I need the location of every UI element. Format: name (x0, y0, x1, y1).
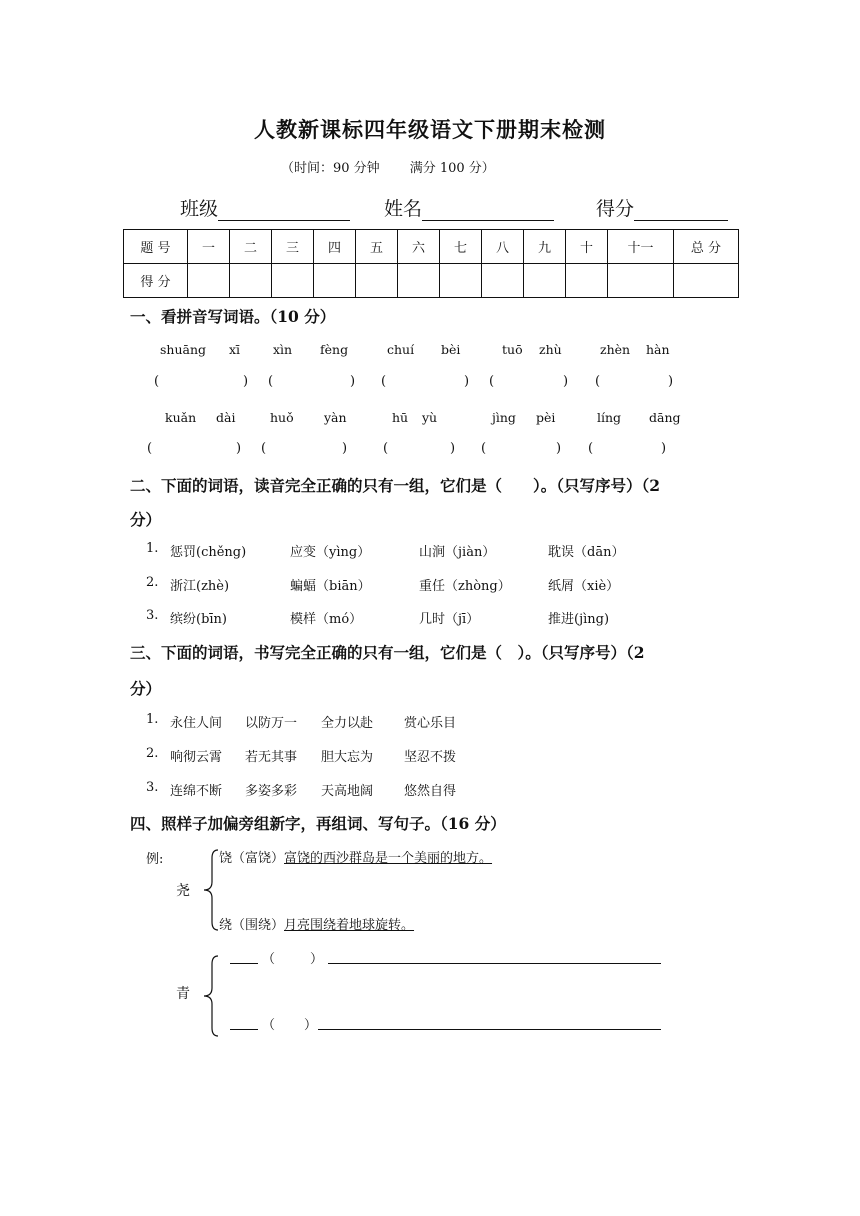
table-cell: 题 号 (124, 230, 188, 264)
score-cell[interactable] (482, 264, 524, 298)
table-cell: 总 分 (674, 230, 739, 264)
name-label: 姓名 (384, 198, 423, 220)
pinyin: fèng (320, 342, 349, 357)
pinyin: huǒ (270, 410, 294, 425)
option-word: 连绵不断 (170, 784, 223, 799)
pinyin: xī (229, 342, 241, 357)
option-word: 以防万一 (245, 716, 298, 731)
option-word: 天高地阔 (321, 784, 374, 799)
answer-paren-open: ( (588, 441, 594, 456)
pinyin: jìng (492, 410, 516, 425)
pinyin: kuǎn (165, 410, 197, 425)
pinyin: yàn (324, 410, 347, 425)
score-table-score-row (124, 264, 739, 298)
option-number: 1. (146, 541, 159, 556)
example-char: 尧 (176, 883, 190, 899)
answer-paren-open: ( (147, 441, 153, 456)
section3-title-cont: 分） (130, 679, 162, 698)
option-word: 应变（yìng） (290, 545, 371, 560)
score-cell[interactable] (314, 264, 356, 298)
page-title: 人教新课标四年级语文下册期末检测 (254, 117, 606, 142)
table-cell: 十 (566, 230, 608, 264)
example-brace-icon (200, 848, 220, 932)
option-number: 2. (146, 746, 159, 761)
exam-time-info (281, 157, 525, 176)
class-label: 班级 (180, 198, 219, 220)
answer-paren-open: ( (381, 374, 387, 389)
table-cell: 七 (440, 230, 482, 264)
table-cell: 十一 (608, 230, 674, 264)
paren-close: ） (304, 1018, 318, 1033)
option-word: 惩罚(chěng) (170, 545, 247, 560)
table-cell: 二 (230, 230, 272, 264)
score-blank[interactable] (634, 200, 728, 221)
answer-paren-open: ( (489, 374, 495, 389)
task-brace-icon (200, 954, 220, 1038)
time-limit: （时间：90 分钟 (281, 161, 380, 176)
example-line-1 (219, 847, 492, 866)
option-word: 若无其事 (245, 750, 298, 765)
table-cell: 八 (482, 230, 524, 264)
class-field (180, 194, 350, 221)
option-word: 推进(jìng) (548, 612, 610, 627)
option-word: 缤纷(bīn) (170, 612, 227, 627)
option-word: 全力以赴 (321, 716, 374, 731)
example-word: 绕（围绕） (219, 918, 285, 933)
section4-title: 四、照样子加偏旁组新字，再组词、写句子。（16 分） (130, 814, 506, 833)
example-sentence: 富饶的西沙群岛是一个美丽的地方。 (284, 851, 493, 866)
option-word: 响彻云霄 (170, 750, 223, 765)
paren-close: ） (310, 952, 324, 967)
pinyin: tuō (502, 342, 523, 357)
answer-paren-open: ( (268, 374, 274, 389)
table-cell: 四 (314, 230, 356, 264)
answer-paren-open: ( (481, 441, 487, 456)
option-word: 蝙蝠（biān） (290, 579, 371, 594)
option-word: 几时（jī） (419, 612, 480, 627)
option-word: 坚忍不拨 (404, 750, 457, 765)
section2-title: 二、下面的词语，读音完全正确的只有一组，它们是（ ）。（只写序号）（2 (130, 476, 661, 495)
section2-title-cont: 分） (130, 510, 162, 529)
class-blank[interactable] (218, 200, 350, 221)
sentence-blank[interactable] (318, 1029, 661, 1030)
pinyin: xìn (273, 342, 293, 357)
answer-paren-close: ) (450, 441, 456, 456)
score-label: 得分 (596, 198, 635, 220)
option-word: 纸屑（xiè） (548, 579, 620, 594)
option-word: 浙江(zhè) (170, 579, 230, 594)
answer-paren-open: ( (595, 374, 601, 389)
answer-paren-close: ) (661, 441, 667, 456)
paren-open: （ (262, 1018, 276, 1033)
sentence-blank[interactable] (328, 963, 661, 964)
option-number: 1. (146, 712, 159, 727)
example-word: 饶（富饶） (219, 851, 285, 866)
answer-paren-close: ) (563, 374, 569, 389)
table-cell: 五 (356, 230, 398, 264)
answer-paren-open: ( (261, 441, 267, 456)
example-label: 例: (146, 852, 164, 867)
pinyin: dài (216, 410, 236, 425)
task-char: 青 (176, 986, 190, 1002)
option-word: 耽误（dān） (548, 545, 625, 560)
pinyin: bèi (441, 342, 461, 357)
score-cell[interactable] (356, 264, 398, 298)
example-sentence: 月亮围绕着地球旋转。 (284, 918, 415, 933)
answer-paren-close: ) (350, 374, 356, 389)
pinyin: hàn (646, 342, 670, 357)
table-cell: 得 分 (124, 264, 188, 298)
pinyin: yù (422, 410, 438, 425)
table-cell: 一 (188, 230, 230, 264)
table-cell: 六 (398, 230, 440, 264)
score-cell[interactable] (608, 264, 674, 298)
score-field (596, 194, 728, 221)
option-word: 赏心乐目 (404, 716, 457, 731)
option-number: 2. (146, 575, 159, 590)
answer-paren-close: ) (464, 374, 470, 389)
pinyin: zhù (539, 342, 562, 357)
score-cell[interactable] (188, 264, 230, 298)
section1-title: 一、看拼音写词语。（10 分） (130, 307, 336, 326)
score-table (123, 229, 739, 298)
answer-paren-close: ) (342, 441, 348, 456)
option-word: 山涧（jiàn） (419, 545, 496, 560)
name-field (384, 194, 554, 221)
score-cell[interactable] (272, 264, 314, 298)
answer-paren-close: ) (556, 441, 562, 456)
answer-paren-open: ( (383, 441, 389, 456)
option-word: 多姿多彩 (245, 784, 298, 799)
pinyin: shuāng (160, 342, 207, 357)
option-word: 永住人间 (170, 716, 223, 731)
table-cell: 九 (524, 230, 566, 264)
full-score: 满分 100 分） (409, 161, 495, 176)
option-word: 模样（mó） (290, 612, 363, 627)
new-char-blank[interactable] (230, 963, 258, 964)
paren-open: （ (262, 952, 276, 967)
section3-title: 三、下面的词语，书写完全正确的只有一组，它们是（ ）。（只写序号）（2 (130, 643, 645, 662)
score-table-header-row (124, 230, 739, 264)
answer-paren-close: ) (236, 441, 242, 456)
name-blank[interactable] (422, 200, 554, 221)
score-cell[interactable] (524, 264, 566, 298)
pinyin: hū (392, 410, 409, 425)
answer-paren-open: ( (154, 374, 160, 389)
pinyin: chuí (387, 342, 415, 357)
option-number: 3. (146, 780, 159, 795)
option-word: 重任（zhòng） (419, 579, 511, 594)
option-word: 胆大忘为 (321, 750, 374, 765)
new-char-blank[interactable] (230, 1029, 258, 1030)
answer-paren-close: ) (668, 374, 674, 389)
answer-paren-close: ) (243, 374, 249, 389)
score-cell[interactable] (440, 264, 482, 298)
pinyin: pèi (536, 410, 556, 425)
score-cell[interactable] (398, 264, 440, 298)
option-word: 悠然自得 (404, 784, 457, 799)
table-cell: 三 (272, 230, 314, 264)
example-line-2 (219, 914, 414, 933)
score-cell[interactable] (674, 264, 739, 298)
option-number: 3. (146, 608, 159, 623)
pinyin: zhèn (600, 342, 631, 357)
pinyin: dāng (649, 410, 681, 425)
score-cell[interactable] (566, 264, 608, 298)
score-cell[interactable] (230, 264, 272, 298)
pinyin: líng (597, 410, 622, 425)
